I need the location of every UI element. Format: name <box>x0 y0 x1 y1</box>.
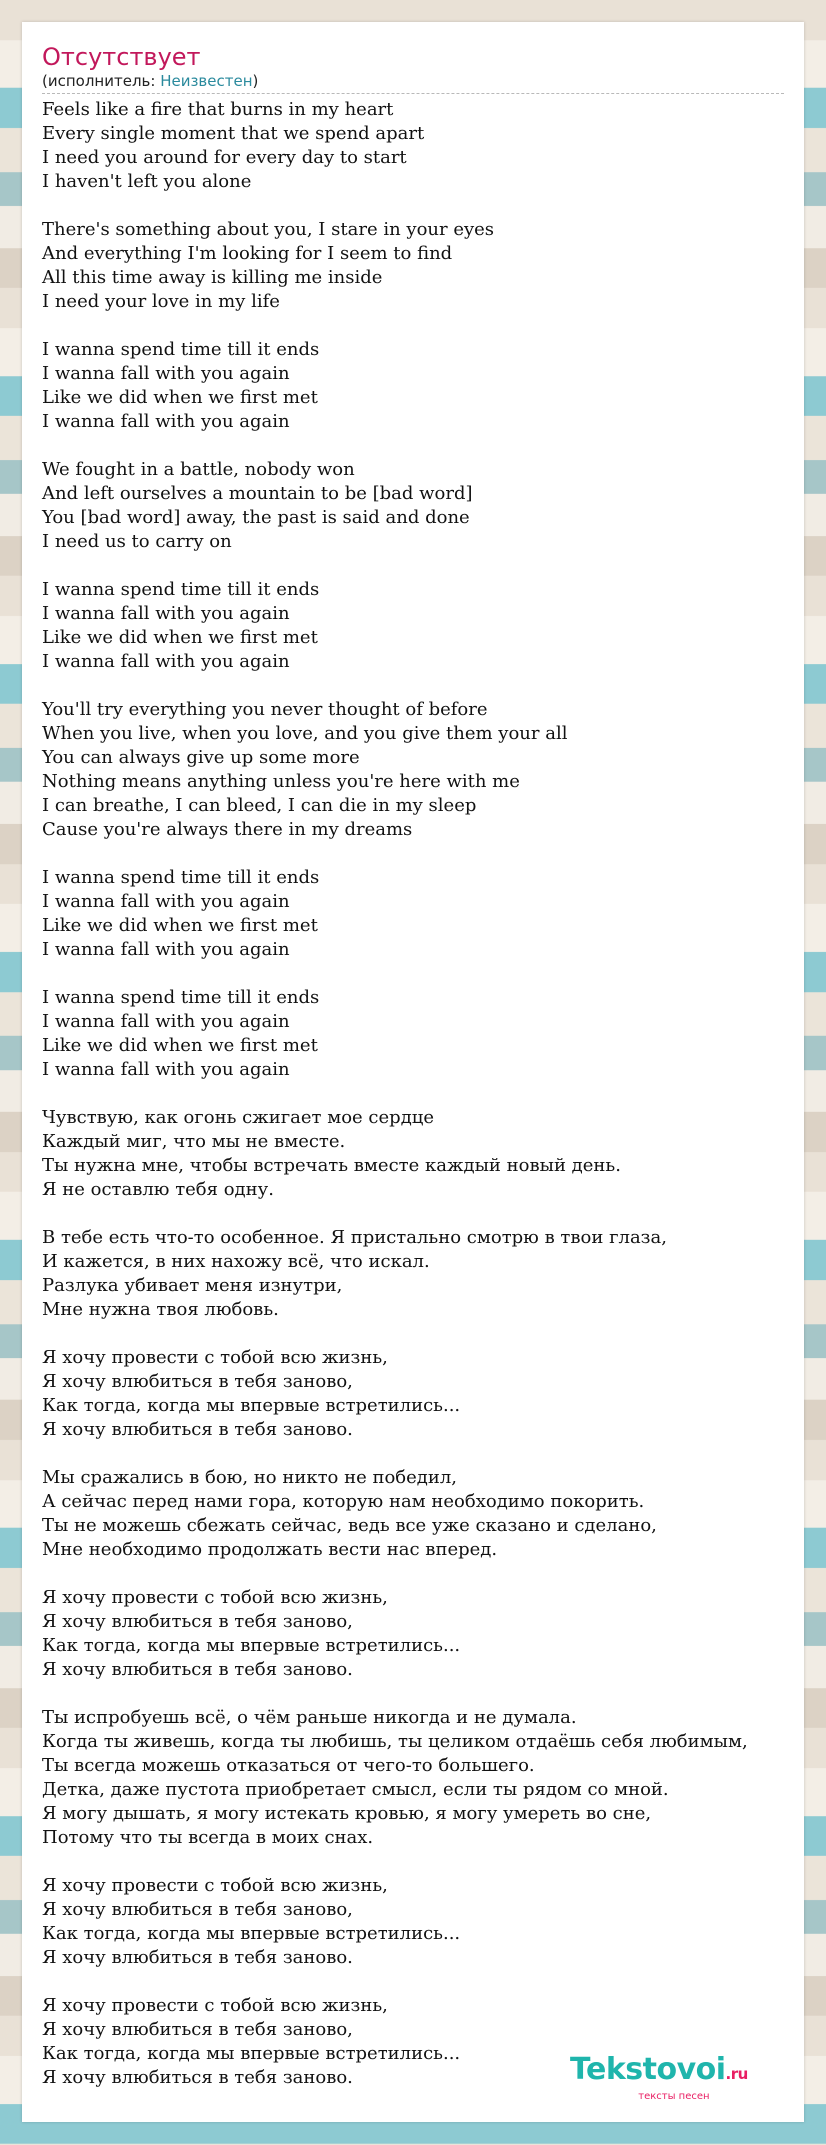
lyric-line: Every single moment that we spend apart <box>42 123 425 144</box>
lyric-line: Потому что ты всегда в моих снах. <box>42 1827 374 1848</box>
lyrics-stanza <box>42 1346 826 1442</box>
lyric-line: You can always give up some more <box>42 747 360 768</box>
lyric-line: You [bad word] away, the past is said and done <box>42 507 470 528</box>
lyric-line: Когда ты живешь, когда ты любишь, ты целиком отдаёшь себя любимым, <box>42 1731 748 1752</box>
lyrics-stanza <box>42 1586 826 1682</box>
lyric-line: Я хочу влюбиться в тебя заново. <box>42 1659 353 1680</box>
lyric-line: В тебе есть что-то особенное. Я пристально смотрю в твои глаза, <box>42 1227 667 1248</box>
lyric-line: Cause you're always there in my dreams <box>42 819 413 840</box>
lyric-line: Я хочу влюбиться в тебя заново. <box>42 1419 353 1440</box>
artist-suffix: ) <box>252 72 259 90</box>
lyric-line: You'll try everything you never thought of before <box>42 699 488 720</box>
lyric-line: I wanna fall with you again <box>42 411 290 432</box>
lyric-line: I can breathe, I can bleed, I can die in my sleep <box>42 795 477 816</box>
lyric-line: Ты нужна мне, чтобы встречать вместе каждый новый день. <box>42 1155 621 1176</box>
lyric-line: I wanna spend time till it ends <box>42 339 320 360</box>
lyric-line: Как тогда, когда мы впервые встретились... <box>42 2043 461 2064</box>
lyrics-stanza <box>42 1106 826 1202</box>
lyric-line: Like we did when we first met <box>42 1035 318 1056</box>
logo-tagline: тексты песен <box>638 2091 710 2102</box>
lyric-line: И кажется, в них нахожу всё, что искал. <box>42 1251 430 1272</box>
lyric-line: Like we did when we first met <box>42 915 318 936</box>
lyric-line: Каждый миг, что мы не вместе. <box>42 1131 346 1152</box>
lyric-line: Nothing means anything unless you're here with me <box>42 771 520 792</box>
lyric-line: I need us to carry on <box>42 531 232 552</box>
lyric-line: I wanna fall with you again <box>42 939 290 960</box>
lyrics-stanza <box>42 338 826 434</box>
lyric-line: I need your love in my life <box>42 291 280 312</box>
lyrics-stanza <box>42 1226 826 1322</box>
lyrics-stanza <box>42 1466 826 1562</box>
lyric-line: Чувствую, как огонь сжигает мое сердце <box>42 1107 435 1128</box>
lyric-line: Как тогда, когда мы впервые встретились... <box>42 1395 461 1416</box>
lyric-line: Мне нужна твоя любовь. <box>42 1299 279 1320</box>
lyric-line: Детка, даже пустота приобретает смысл, если ты рядом со мной. <box>42 1779 669 1800</box>
lyrics-card <box>22 22 804 2122</box>
lyric-line: А сейчас перед нами гора, которую нам необходимо покорить. <box>42 1491 645 1512</box>
lyric-line: Like we did when we first met <box>42 387 318 408</box>
lyric-line: Я хочу провести с тобой всю жизнь, <box>42 1875 388 1896</box>
lyric-line: I need you around for every day to start <box>42 147 407 168</box>
lyrics-stanza <box>42 458 826 554</box>
lyric-line: I wanna fall with you again <box>42 891 290 912</box>
lyric-line: Я хочу провести с тобой всю жизнь, <box>42 1347 388 1368</box>
lyric-line: There's something about you, I stare in your eyes <box>42 219 495 240</box>
lyric-line: Я хочу влюбиться в тебя заново, <box>42 1899 353 1920</box>
lyric-line: All this time away is killing me inside <box>42 267 383 288</box>
lyrics-stanza <box>42 866 826 962</box>
lyric-line: I wanna fall with you again <box>42 1059 290 1080</box>
song-header <box>42 42 784 94</box>
lyric-line: Ты не можешь сбежать сейчас, ведь все уже сказано и сделано, <box>42 1515 657 1536</box>
lyrics-stanza <box>42 218 826 314</box>
lyric-line: I wanna fall with you again <box>42 603 290 624</box>
lyric-line: I wanna fall with you again <box>42 363 290 384</box>
lyric-line: Ты всегда можешь отказаться от чего-то большего. <box>42 1755 535 1776</box>
lyric-line: Как тогда, когда мы впервые встретились... <box>42 1635 461 1656</box>
lyric-line: I wanna fall with you again <box>42 651 290 672</box>
lyric-line: Мне необходимо продолжать вести нас вперед. <box>42 1539 498 1560</box>
song-title: Отсутствует <box>42 43 201 71</box>
lyric-line: I wanna spend time till it ends <box>42 987 320 1008</box>
lyrics-stanza <box>42 986 826 1082</box>
logo-wordmark <box>570 2053 748 2091</box>
lyric-line: Я не оставлю тебя одну. <box>42 1179 274 1200</box>
lyric-line: I wanna spend time till it ends <box>42 867 320 888</box>
lyric-line: Мы сражались в бою, но никто не победил, <box>42 1467 458 1488</box>
lyrics-stanza <box>42 1874 826 1970</box>
lyric-line: Я хочу влюбиться в тебя заново, <box>42 2019 353 2040</box>
artist-link[interactable]: Неизвестен <box>160 72 253 90</box>
logo-name: Tekstovoi <box>570 2052 726 2087</box>
lyric-line: And everything I'm looking for I seem to find <box>42 243 453 264</box>
lyrics-stanza <box>42 698 826 842</box>
artist-prefix: (исполнитель: <box>42 72 161 90</box>
lyric-line: Я хочу провести с тобой всю жизнь, <box>42 1995 388 2016</box>
lyric-line: I wanna spend time till it ends <box>42 579 320 600</box>
lyric-line: We fought in a battle, nobody won <box>42 459 355 480</box>
lyric-line: I haven't left you alone <box>42 171 252 192</box>
lyric-line: And left ourselves a mountain to be [bad word] <box>42 483 473 504</box>
lyric-line: Я хочу провести с тобой всю жизнь, <box>42 1587 388 1608</box>
artist-line <box>42 72 784 90</box>
lyrics-stanza <box>42 1706 826 1850</box>
lyric-line: Я хочу влюбиться в тебя заново. <box>42 2067 353 2088</box>
lyric-line: When you live, when you love, and you give them your all <box>42 723 568 744</box>
lyric-line: Я хочу влюбиться в тебя заново. <box>42 1947 353 1968</box>
logo-tld: .ru <box>725 2065 748 2083</box>
site-logo[interactable] <box>570 2053 748 2103</box>
lyric-line: Как тогда, когда мы впервые встретились... <box>42 1923 461 1944</box>
lyric-line: I wanna fall with you again <box>42 1011 290 1032</box>
lyric-line: Feels like a fire that burns in my heart <box>42 99 394 120</box>
lyric-line: Я хочу влюбиться в тебя заново, <box>42 1611 353 1632</box>
lyric-line: Я могу дышать, я могу истекать кровью, я могу умереть во сне, <box>42 1803 652 1824</box>
lyrics-stanza <box>42 98 826 194</box>
lyric-line: Like we did when we first met <box>42 627 318 648</box>
lyric-line: Я хочу влюбиться в тебя заново, <box>42 1371 353 1392</box>
lyrics-stanza <box>42 578 826 674</box>
lyric-line: Разлука убивает меня изнутри, <box>42 1275 343 1296</box>
lyrics-text <box>42 98 826 2114</box>
lyric-line: Ты испробуешь всё, о чём раньше никогда и не думала. <box>42 1707 577 1728</box>
